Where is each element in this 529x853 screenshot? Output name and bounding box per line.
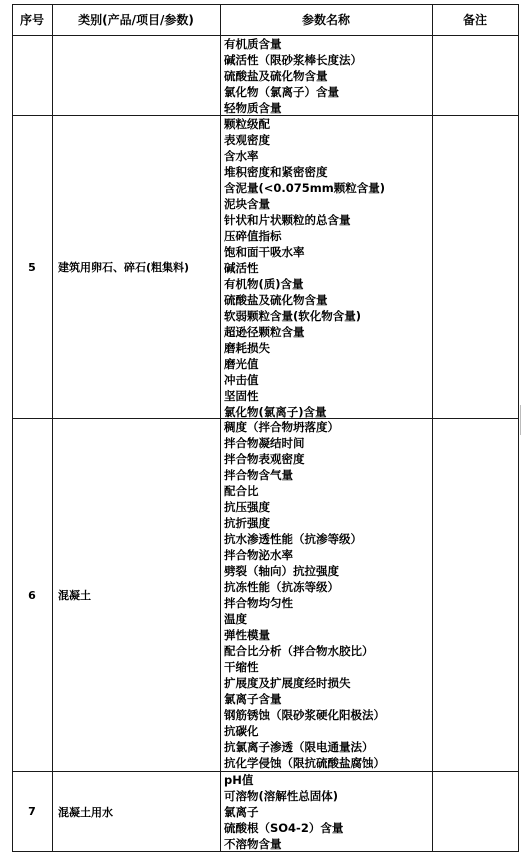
param-item: 不溶物含量: [224, 837, 282, 851]
row-7-category: 混凝土用水: [58, 805, 113, 819]
param-item: 有机物(质)含量: [224, 277, 304, 291]
row-6-num: 6: [28, 588, 36, 602]
param-item: 饱和面干吸水率: [224, 245, 305, 259]
header-category: 类别(产品/项目/参数): [78, 12, 194, 27]
param-item: 抗氯离子渗透（限电通量法）: [224, 740, 374, 754]
param-item: 硫酸盐及硫化物含量: [224, 69, 328, 83]
param-item: 磨耗损失: [224, 341, 270, 355]
param-item: 氯离子含量: [224, 692, 282, 706]
header-num: 序号: [19, 12, 44, 27]
row-1-remarks: [432, 36, 518, 115]
param-item: 抗压强度: [224, 500, 270, 514]
row-1-category: [58, 36, 220, 115]
row-6-remarks: [432, 419, 518, 771]
param-item: 稠度（拌合物坍落度）: [224, 420, 339, 434]
param-item: 拌合物泌水率: [224, 548, 293, 562]
param-item: 氯化物(氯离子)含量: [224, 405, 327, 419]
param-item: 钢筋锈蚀（限砂浆硬化阳极法）: [224, 708, 385, 722]
param-item: 坚固性: [224, 389, 259, 403]
param-item: 干缩性: [224, 660, 259, 674]
param-item: 拌合物含气量: [224, 468, 293, 482]
param-item: 抗碳化: [224, 724, 259, 738]
param-item: 冲击值: [224, 373, 259, 387]
row-1-num: [12, 36, 52, 115]
param-item: pH值: [224, 773, 254, 787]
param-item: 轻物质含量: [224, 101, 282, 115]
param-item: 抗冻性能（抗冻等级）: [224, 580, 339, 594]
row-1-params: [224, 36, 430, 116]
param-item: 含水率: [224, 149, 259, 163]
param-item: 氯离子: [224, 805, 259, 819]
param-item: 可溶物(溶解性总固体): [224, 789, 339, 803]
param-item: 泥块含量: [224, 197, 270, 211]
param-item: 氯化物（氯离子）含量: [224, 85, 339, 99]
row-6-category: 混凝土: [58, 589, 91, 602]
grid-vline-num: [52, 4, 53, 851]
grid-hline-top: [12, 4, 519, 5]
param-item: 劈裂（轴向）抗拉强度: [224, 564, 339, 578]
param-item: 抗化学侵蚀（限抗硫酸盐腐蚀）: [224, 756, 385, 770]
param-item: 弹性模量: [224, 628, 270, 642]
param-item: 表观密度: [224, 133, 270, 147]
param-item: 硫酸盐及硫化物含量: [224, 293, 328, 307]
param-item: 超逊径颗粒含量: [224, 325, 305, 339]
param-item: 抗折强度: [224, 516, 270, 530]
param-item: 含泥量(<0.075mm颗粒含量): [224, 181, 385, 195]
param-item: 配合比: [224, 484, 259, 498]
param-item: 拌合物凝结时间: [224, 436, 305, 450]
param-item: 硫酸根（SO4-2）含量: [224, 821, 344, 835]
row-7-num: 7: [28, 805, 36, 818]
grid-vline-cat: [220, 4, 221, 851]
param-item: 抗水渗透性能（抗渗等级）: [224, 532, 362, 546]
param-item: 温度: [224, 612, 247, 626]
header-remarks: 备注: [462, 12, 487, 27]
row-5-params: [224, 116, 430, 420]
row-5-num: 5: [28, 260, 36, 274]
param-item: 扩展度及扩展度经时损失: [224, 676, 351, 690]
param-item: 拌合物均匀性: [224, 596, 293, 610]
param-item: 压碎值指标: [224, 229, 282, 243]
param-item: 有机质含量: [224, 37, 282, 51]
param-item: 软弱颗粒含量(软化物含量): [224, 309, 362, 323]
row-7-remarks: [432, 772, 518, 851]
param-item: 配合比分析（拌合物水胶比）: [224, 644, 374, 658]
param-item: 碱活性（限砂浆棒长度法）: [224, 53, 362, 67]
param-item: 颗粒级配: [224, 117, 270, 131]
row-5-category: 建筑用卵石、碎石(粗集料): [58, 261, 190, 274]
row-5-remarks: [432, 116, 518, 418]
row-7-params: [224, 772, 430, 852]
param-item: 磨光值: [224, 357, 259, 371]
param-item: 拌合物表观密度: [224, 452, 305, 466]
grid-vline-right: [518, 4, 519, 851]
header-params: 参数名称: [301, 12, 350, 27]
param-item: 堆积密度和紧密密度: [224, 165, 328, 179]
scroll-edge-marker: [520, 405, 529, 435]
row-6-params: [224, 419, 430, 771]
param-item: 针状和片状颗粒的总含量: [224, 213, 351, 227]
param-item: 碱活性: [224, 261, 259, 275]
